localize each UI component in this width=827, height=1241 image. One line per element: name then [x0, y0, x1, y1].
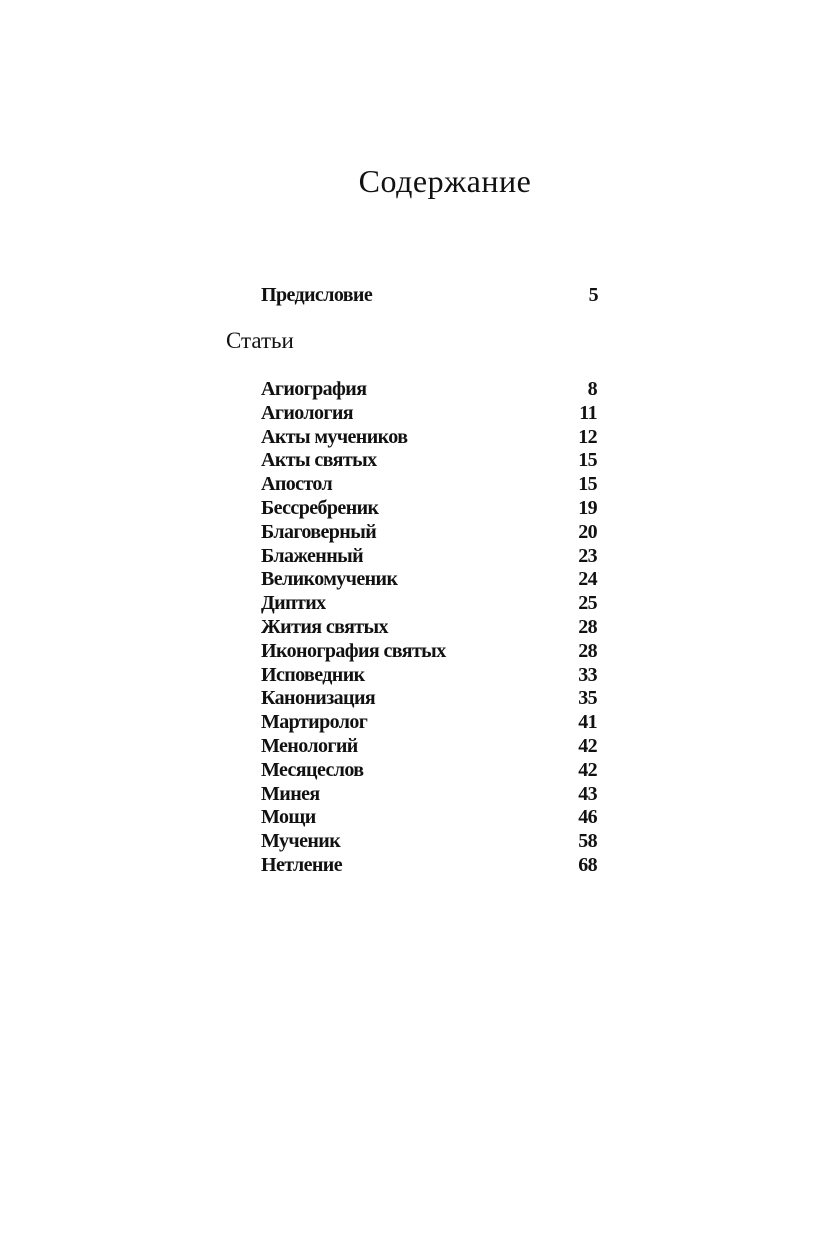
toc-entry-label: Агиология — [261, 401, 354, 424]
toc-entry[interactable] — [261, 449, 599, 473]
toc-entry[interactable] — [261, 783, 599, 807]
toc-entry[interactable] — [261, 735, 599, 759]
toc-entry-page: 15 — [578, 473, 597, 496]
toc-entry-label: Блаженный — [261, 544, 364, 567]
toc-entry[interactable] — [261, 687, 599, 711]
toc-entry[interactable] — [261, 806, 599, 830]
toc-entry-label: Канонизация — [261, 687, 376, 710]
toc-entry-label: Благоверный — [261, 520, 377, 543]
toc-entry-page: 46 — [578, 806, 597, 829]
toc-entry[interactable] — [261, 497, 599, 521]
toc-entry-label: Великомученик — [261, 568, 398, 591]
toc-entry-label: Мартиролог — [261, 711, 368, 734]
toc-entry-label: Исповедник — [261, 663, 365, 686]
toc-entry[interactable] — [261, 616, 599, 640]
toc-entry-page: 25 — [578, 592, 597, 615]
toc-entry-page: 11 — [579, 401, 597, 424]
toc-entry-label: Апостол — [261, 473, 333, 496]
toc-entry[interactable] — [261, 545, 599, 569]
toc-entry-page: 28 — [578, 615, 597, 638]
toc-entry-label: Агиография — [261, 378, 367, 400]
toc-entry-label: Менологий — [261, 734, 358, 757]
toc-entry[interactable] — [261, 568, 599, 592]
toc-entry-page: 5 — [588, 284, 598, 306]
toc-entry-page: 68 — [578, 853, 597, 876]
toc-entry[interactable] — [261, 473, 599, 497]
toc-entry[interactable] — [261, 592, 599, 616]
toc-entry-page: 42 — [578, 734, 597, 757]
toc-entry[interactable] — [261, 640, 599, 664]
toc-entry-label: Мощи — [261, 806, 316, 829]
toc-entry[interactable] — [261, 830, 599, 854]
toc-entry[interactable] — [261, 759, 599, 783]
toc-entry-page: 15 — [578, 449, 597, 472]
toc-entry-label: Акты мучеников — [261, 425, 408, 448]
section-heading: Статьи — [226, 328, 294, 353]
toc-entry-page: 24 — [578, 568, 597, 591]
toc-entry[interactable] — [261, 711, 599, 735]
toc-list — [261, 378, 599, 878]
toc-entry-page: 33 — [578, 663, 597, 686]
toc-entry-label: Предисловие — [261, 284, 373, 306]
toc-entry-page: 41 — [578, 711, 597, 734]
toc-entry[interactable] — [261, 521, 599, 545]
toc-entry-page: 20 — [578, 520, 597, 543]
page-title: Содержание — [358, 163, 532, 200]
toc-entry-label: Минея — [261, 782, 320, 805]
toc-entry[interactable] — [261, 854, 599, 878]
toc-entry[interactable] — [261, 402, 599, 426]
toc-entry-label: Иконография святых — [261, 639, 446, 662]
toc-entry-label: Месяцеслов — [261, 758, 364, 781]
toc-entry-page: 28 — [578, 639, 597, 662]
toc-entry-label: Нетление — [261, 853, 342, 876]
toc-entry-preface[interactable] — [261, 283, 599, 307]
toc-entry-label: Жития святых — [261, 615, 388, 638]
toc-entry[interactable] — [261, 426, 599, 450]
toc-entry-page: 12 — [578, 425, 597, 448]
toc-entry-page: 8 — [587, 378, 597, 400]
toc-entry-page: 42 — [578, 758, 597, 781]
toc-entry-label: Мученик — [261, 830, 341, 853]
toc-entry-page: 19 — [578, 496, 597, 519]
toc-entry-label: Акты святых — [261, 449, 377, 472]
toc-entry-label: Бессребреник — [261, 496, 379, 519]
toc-entry-page: 35 — [578, 687, 597, 710]
toc-entry-page: 58 — [578, 830, 597, 853]
toc-entry[interactable] — [261, 378, 599, 402]
toc-entry-label: Диптих — [261, 592, 326, 615]
toc-entry-page: 43 — [578, 782, 597, 805]
toc-entry[interactable] — [261, 664, 599, 688]
toc-entry-page: 23 — [578, 544, 597, 567]
